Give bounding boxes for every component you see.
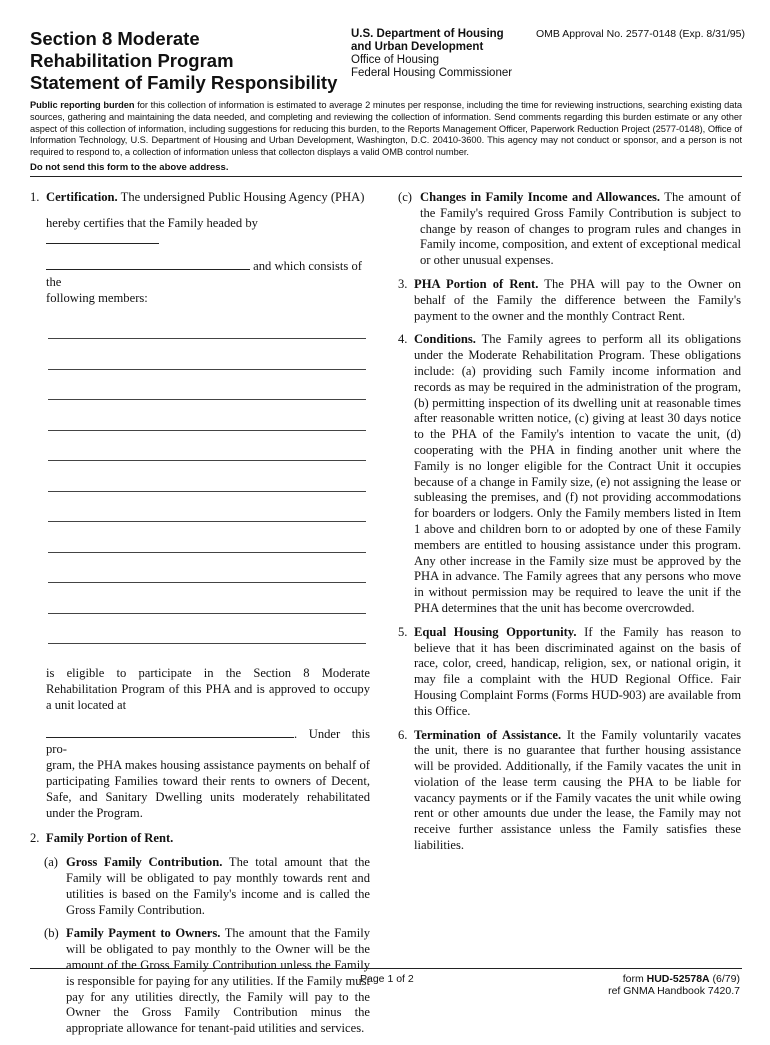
member-line[interactable] [48, 339, 366, 370]
agency-name-line-1: U.S. Department of Housing [351, 28, 504, 40]
member-line[interactable] [48, 370, 366, 401]
form-identifier [608, 973, 740, 997]
section-4-number: 4. [398, 332, 408, 347]
agency-commissioner: Federal Housing Commissioner [351, 67, 513, 79]
section-2-heading: Family Portion of Rent. [46, 831, 174, 846]
member-line[interactable] [48, 614, 366, 645]
section-3-heading: PHA Portion of Rent. [414, 276, 539, 291]
section-2b [44, 926, 370, 1037]
member-line[interactable] [48, 461, 366, 492]
section-6-number: 6. [398, 727, 408, 742]
member-line[interactable] [48, 553, 366, 584]
section-equal-housing [398, 625, 741, 720]
section-1-number: 1. [30, 190, 40, 204]
right-column [398, 190, 741, 862]
form-date: (6/79) [709, 973, 740, 985]
section-2c [398, 190, 741, 269]
section-6-heading: Termination of Assistance. [414, 727, 562, 742]
section-5-text: If the Family has reason to believe that it has been discriminated against on the basis of race, color, creed, handicap, religion, sex, or national origin, it may file a complaint with the HUD Regional Office. Fair Housing Complaint Forms (Forms HUD-903) are available from this Office. [414, 624, 741, 718]
do-not-send-notice: Do not send this form to the above address. [30, 162, 229, 173]
section-1-text-f: . Under this pro- [46, 726, 370, 757]
section-pha-portion [398, 277, 741, 324]
section-2c-label: (c) [398, 190, 412, 204]
section-1-text-c: and which consists of the [46, 259, 362, 290]
member-line[interactable] [48, 431, 366, 462]
footer-divider [30, 968, 742, 969]
section-1-text-g: gram, the PHA makes housing assistance payments on behalf of participating Families toward their rents to owners of Decent, Safe, and Sanitary Dwelling units moderately rehabilitated under the Program. [46, 758, 370, 820]
section-2c-heading: Changes in Family Income and Allowances. [420, 190, 661, 204]
section-2a-text: The total amount that the Family will be obligated to pay monthly towards rent and utilities is based on the Family's income and is called the Gross Family Contribution. [66, 855, 370, 917]
members-list [30, 309, 370, 645]
section-1-text-d: following members: [46, 290, 148, 305]
section-2a-heading: Gross Family Contribution. [66, 855, 223, 870]
unit-location-field[interactable] [46, 726, 294, 738]
burden-text: for this collection of information is estimated to average 2 minutes per response, including the time for reviewing instructions, searching existing data sources, gathering and maintaining the data needed, and completing and reviewing the collection of information. Send comments regarding this burden estimate or any other aspect of this collection of information, including suggestions for reducing this burden, to the Reports Management Officer, Paperwork Reduction Project (2577-0148), Office of Information Technology, U.S. Department of Housing and Urban Development, Washington, D.C. 20410-3600. This agency may not conduct or sponsor, and a person is not required to respond to, a collection of information unless that collecton displays a valid OMB control number. [30, 100, 743, 158]
title-line-1: Section 8 Moderate [30, 28, 200, 49]
form-prefix: form [622, 973, 647, 985]
section-6-text: It the Family voluntarily vacates the unit, there is no guarantee that further housing assistance will be provided. Additionally, if the Family vacates the unit in violation of the lease term causing the PHA to be liable for vacancy payments or if the Family vacates the unit while owing rent or other amounts due under the lease, the Family may not receive further assistance unless the Family satisfies these liabilities. [414, 727, 742, 853]
member-line[interactable] [48, 309, 366, 340]
section-2b-heading: Family Payment to Owners. [66, 926, 221, 941]
section-4-text: The Family agrees to perform all its obligations under the Moderate Rehabilitation Program. These obligations include: (a) providing such Family income information and records as may be required in the administration of the program, (b) permitting inspection of its dwelling unit at reasonable times after reasonable written notice, (c) giving at least 30 days notice to the PHA of the Family's intention to vacate the unit, (d) cooperating with the PHA in finding another unit where the Family is no longer eligible for the Contract Unit it occupies because of a change in Family size, (e) not assigning the lease or subleasing the premises, and (f) not providing accommodations for boarders or lodgers. Only the Family members listed in Item 1 above and children born to or adopted by one of these Family members are entitled to housing assistance under this program. Any other increase in the Family size must be approved by the PHA in advance. The Family agrees that any persons who move in without permission may be required to leave the unit if the PHA determines that the unit has become overcrowded. [414, 332, 741, 615]
burden-lead: Public reporting burden [30, 100, 135, 110]
agency-office: Office of Housing [351, 54, 440, 66]
section-5-number: 5. [398, 624, 408, 639]
member-line[interactable] [48, 492, 366, 523]
section-termination [398, 728, 741, 854]
agency-block [351, 28, 536, 80]
section-2-number: 2. [30, 831, 40, 846]
member-line[interactable] [48, 522, 366, 553]
burden-statement [30, 100, 742, 159]
section-5-heading: Equal Housing Opportunity. [414, 624, 577, 639]
section-1-text-a: The undersigned Public Housing Agency (PHA) [117, 190, 365, 204]
section-3-number: 3. [398, 276, 408, 291]
handbook-ref: ref GNMA Handbook 7420.7 [608, 985, 740, 997]
section-4-heading: Conditions. [414, 332, 476, 347]
section-3-text: The PHA will pay to the Owner on behalf of the Family the difference between the Family's payment to the owner and the monthly Contract Rent. [414, 276, 742, 323]
left-column [30, 190, 370, 1045]
section-1-heading: Certification. [46, 190, 118, 204]
section-certification [30, 190, 370, 307]
header-divider [30, 176, 742, 177]
section-family-portion [30, 831, 370, 847]
section-1-text-e: is eligible to participate in the Section 8 Moderate Rehabilitation Program of this PHA and is approved to occupy a unit located at [46, 666, 370, 712]
section-conditions [398, 332, 741, 616]
title-line-3: Statement of Family Responsibility [30, 72, 338, 93]
section-2b-label: (b) [44, 926, 59, 941]
section-2a [44, 855, 370, 918]
section-2c-text: The amount of the Family's required Gross Family Contribution is subject to change by reason of changes to program rules and changes in Family income, composition, and extent of exceptional medical or other unusual expenses. [420, 190, 741, 268]
section-2b-text: The amount that the Family will be obligated to pay monthly to the Owner will be the amount of the Gross Family Contribution unless the Family is responsible for paying for any utilities. If the Family must pay for any utilities directly, the Family will pay to the Owner the Gross Family Contribution minus the appropriate allowance for tenant-paid utilities and services. [66, 926, 370, 1036]
section-2a-label: (a) [44, 855, 58, 870]
member-line[interactable] [48, 400, 366, 431]
family-head-field-continued[interactable] [46, 258, 250, 270]
form-code: HUD-52578A [646, 973, 710, 985]
omb-approval: OMB Approval No. 2577-0148 (Exp. 8/31/95) [536, 28, 745, 40]
section-1-text-b: hereby certifies that the Family headed by [46, 215, 258, 230]
page-number: Page 1 of 2 [360, 973, 414, 985]
form-title [30, 28, 350, 94]
title-line-2: Rehabilitation Program [30, 50, 234, 71]
agency-name-line-2: and Urban Development [351, 41, 484, 53]
family-head-field[interactable] [46, 232, 159, 244]
member-line[interactable] [48, 583, 366, 614]
